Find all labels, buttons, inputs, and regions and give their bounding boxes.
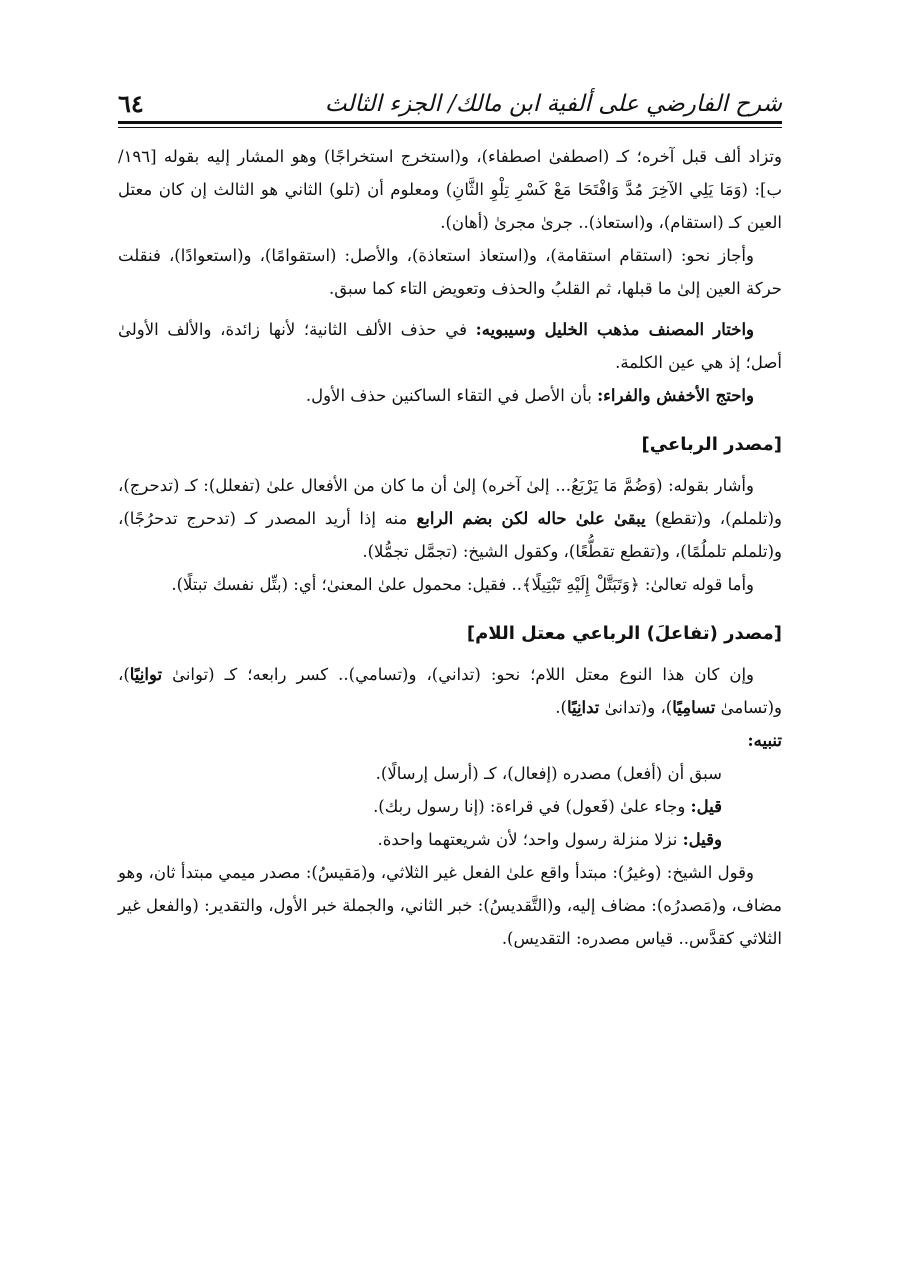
note-heading: تنبيه: bbox=[747, 731, 782, 750]
header-rule-thick bbox=[118, 121, 782, 124]
bold-lead: قيل: bbox=[690, 797, 722, 816]
note-line-2 bbox=[118, 790, 782, 823]
bold-lead: وقيل: bbox=[682, 830, 722, 849]
section-heading-quadriliteral: [مصدر الرباعي] bbox=[641, 434, 782, 455]
paragraph-text: منه إذا أريد المصدر كـ (تدحرج تدحرُجًا)، و(تلملم تلملُمًا)، و(تقطع تقطُّعًا)، وكقول الشيخ: (تجمَّل تجمُّلا). bbox=[118, 509, 782, 561]
bold-word: توانِيًا bbox=[129, 665, 163, 684]
bold-phrase: يبقىٰ علىٰ حاله لكن بضم الرابع bbox=[407, 509, 655, 528]
note-line-1: سبق أن (أفعل) مصدره (إفعال)، كـ (أرسل إرسالًا). bbox=[375, 764, 722, 783]
paragraph-text: نزلا منزلة رسول واحد؛ لأن شريعتهما واحدة. bbox=[377, 830, 683, 849]
running-header bbox=[118, 70, 782, 116]
paragraph-text: وإن كان هذا النوع معتل اللام؛ نحو: (تداني)، و(تسامي).. كسر رابعه؛ كـ (توانىٰ bbox=[162, 665, 754, 684]
paragraph-khalil-sibawayh bbox=[118, 313, 782, 379]
paragraph-alef-addition: وتزاد ألف قبل آخره؛ كـ (اصطفىٰ اصطفاء)، و(استخرج استخراجًا) وهو المشار إليه بقوله [١٩٦/ ب]: (وَمَا يَلِي الآخِرَ مُدَّ وَافْتَحَا مَعْ كَسْرِ تِلْوِ الثَّانِ) ومعلوم أن (تلو) الثاني هو الثالث إن كان معتل العين كـ (استقام)، و(استعاذ).. جرىٰ مجرىٰ (أهان). bbox=[118, 147, 782, 232]
note-line-3 bbox=[118, 823, 782, 856]
paragraph-text: وأشار بقوله: (وَضُمَّ مَا يَرْبَعُ... إلىٰ آخره) إلىٰ أن ما كان من الأفعال علىٰ (تفعلل): كـ (تدحرج)، و(تلملم)، و(تقطع) bbox=[118, 476, 782, 528]
paragraph-text: وجاء علىٰ (فَعول) في قراءة: (إنا رسول ربك). bbox=[373, 797, 691, 816]
paragraph-akhfash-farra bbox=[118, 379, 782, 412]
paragraph-text: في حذف الألف الثانية؛ لأنها زائدة، والألف الأولىٰ أصل؛ إذ هي عين الكلمة. bbox=[118, 320, 782, 372]
paragraph-text: بأن الأصل في التقاء الساكنين حذف الأول. bbox=[305, 386, 598, 405]
running-title: شرح الفارضي على ألفية ابن مالك/ الجزء الثالث bbox=[324, 91, 782, 117]
paragraph-text: )، و(تسامىٰ bbox=[118, 665, 782, 717]
paragraph-quran-tabattal: وأما قوله تعالىٰ: ﴿وَتَبَتَّلْ إِلَيْهِ تَبْتِيلًا﴾.. فقيل: محمول علىٰ المعنىٰ؛ أي: (بتِّل نفسك تبتلًا). bbox=[171, 575, 754, 594]
bold-lead: واختار المصنف مذهب الخليل وسيبويه: bbox=[475, 320, 754, 339]
bold-lead: واحتج الأخفش والفراء: bbox=[597, 386, 754, 405]
header-rule-thin bbox=[118, 127, 782, 128]
paragraph-istiqama: وأجاز نحو: (استقام استقامة)، و(استعاذ استعاذة)، والأصل: (استقوامًا)، و(استعوادًا)، فنقلت حركة العين إلىٰ ما قبلها، ثم القلبُ والحذف وتعويض التاء كما سبق. bbox=[118, 246, 782, 298]
note-label bbox=[118, 724, 782, 757]
paragraph-text: )، و(تدانىٰ bbox=[599, 698, 673, 717]
section-heading-tafaala: [مصدر (تفاعلَ) الرباعي معتل اللام] bbox=[466, 623, 782, 644]
paragraph-tafalul bbox=[118, 469, 782, 568]
page-number: ٦٤ bbox=[118, 89, 144, 118]
bold-word: تسامِيًا bbox=[672, 698, 716, 717]
paragraph-sheikh-commentary: وقول الشيخ: (وغيرُ): مبتدأ واقع علىٰ الفعل غير الثلاثي، و(مَقيسُ): مصدر ميمي مبتدأ ثان، وهو مضاف، و(مَصدرُه): مضاف إليه، و(التَّقديسُ): خبر الثاني، والجملة خبر الأول، والتقدير: (والفعل غير الثلاثي كقدَّس.. قياس مصدره: التقديس). bbox=[118, 863, 782, 948]
bold-word: تدانِيًا bbox=[566, 698, 600, 717]
paragraph-text: ). bbox=[555, 698, 567, 717]
page-body bbox=[118, 140, 782, 955]
paragraph-defective-lam bbox=[118, 658, 782, 724]
